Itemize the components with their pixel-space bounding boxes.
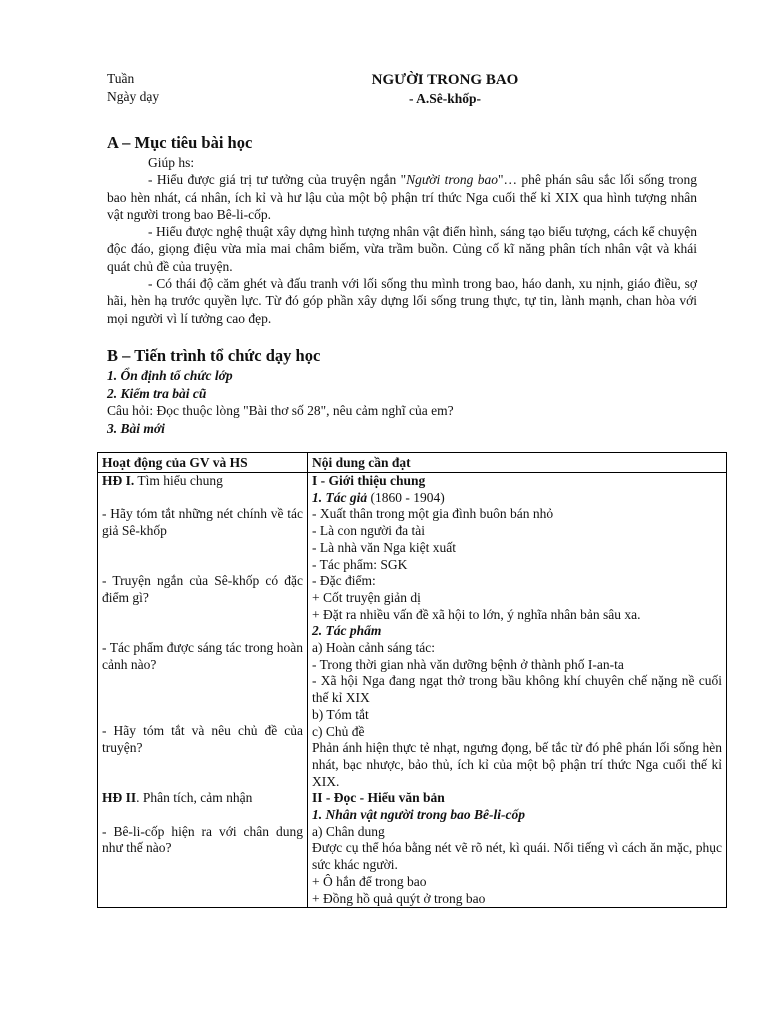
section-reading-heading: II - Đọc - Hiểu văn bản	[312, 790, 445, 806]
objective-1: - Hiểu được giá trị tư tưởng của truyện ngắn "Người trong bao"… phê phán sâu sắc lối sống trong bao hèn nhát, cá nhân, ích kỉ và hư lậu của một bộ phận trí thức Nga cuối thế kỉ XIX qua hình tượng nhân vật người trong bao Bê-li-cốp.	[107, 172, 697, 222]
section-b-heading: B – Tiến trình tổ chức dạy học	[107, 346, 321, 365]
character-heading: 1. Nhân vật người trong bao Bê-li-cốp	[312, 807, 525, 823]
step-3: 3. Bài mới	[107, 420, 165, 436]
work-fact-2: - Trong thời gian nhà văn dưỡng bệnh ở thành phố I-an-ta	[312, 656, 624, 672]
col-activities-header: Hoạt động của GV và HS	[98, 453, 308, 473]
lesson-title-block	[300, 70, 590, 107]
col-content-header: Nội dung cần đạt	[308, 453, 727, 473]
question-context: - Tác phẩm được sáng tác trong hoàn cảnh nào?	[102, 639, 303, 672]
work-fact-5: c) Chủ đề	[312, 723, 365, 739]
author-fact-4: - Tác phẩm: SGK	[312, 556, 408, 572]
character-fact-4: + Đồng hồ quả quýt ở trong bao	[312, 890, 486, 906]
author-name: - A.Sê-khốp-	[408, 91, 481, 106]
section-procedure	[107, 345, 697, 437]
author-fact-5: - Đặc điểm:	[312, 573, 376, 589]
objective-2: - Hiểu được nghệ thuật xây dựng hình tượng nhân vật điển hình, sáng tạo biểu tượng, cách kể chuyện độc đáo, giọng điệu vừa mỉa mai châm biếm, vừa trầm buồn. Củng cố kĩ năng phân tích nhân vật và khái quát chủ đề của truyện.	[107, 224, 697, 274]
author-fact-7: + Đặt ra nhiều vấn đề xã hội to lớn, ý nghĩa nhân bản sâu xa.	[312, 606, 641, 622]
section-intro-heading: I - Giới thiệu chung	[312, 473, 426, 488]
work-fact-4: b) Tóm tắt	[312, 706, 369, 722]
objectives-intro: Giúp hs:	[148, 155, 195, 170]
section-a-heading: A – Mục tiêu bài học	[107, 133, 253, 152]
author-fact-2: - Là con người đa tài	[312, 523, 426, 539]
table-row	[98, 473, 727, 908]
question-features: - Truyện ngắn của Sê-khốp có đặc điểm gì?	[102, 573, 303, 605]
review-question: Câu hỏi: Đọc thuộc lòng "Bài thơ số 28", nêu cảm nghĩ của em?	[107, 403, 454, 418]
character-fact-3: + Ô hắn để trong bao	[312, 873, 427, 889]
activity-2: HĐ II. Phân tích, cảm nhận	[102, 790, 253, 806]
character-fact-2: Được cụ thể hóa bằng nét vẽ rõ nét, kì quái. Nổi tiếng vì cách ăn mặc, phục sức khác người.	[312, 840, 722, 873]
section-objectives	[107, 132, 697, 327]
author-fact-6: + Cốt truyện giản dị	[312, 589, 421, 605]
lesson-title: NGƯỜI TRONG BAO	[371, 72, 519, 88]
activity-1: HĐ I. Tìm hiểu chung	[102, 473, 223, 488]
author-fact-3: - Là nhà văn Nga kiệt xuất	[312, 539, 456, 555]
work-fact-1: a) Hoàn cảnh sáng tác:	[312, 640, 435, 656]
header-left	[107, 70, 159, 106]
question-portrait: - Bê-li-cốp hiện ra với chân dung như thế nào?	[102, 823, 303, 856]
step-1: 1. Ổn định tổ chức lớp	[107, 368, 233, 383]
work-heading: 2. Tác phẩm	[312, 623, 382, 639]
character-fact-1: a) Chân dung	[312, 823, 385, 839]
question-summary: - Hãy tóm tắt và nêu chủ đề của truyện?	[102, 723, 303, 756]
author-heading: 1. Tác giả (1860 - 1904)	[312, 489, 445, 505]
question-author: - Hãy tóm tắt những nét chính về tác giả Sê-khốp	[102, 506, 303, 539]
step-2: 2. Kiểm tra bài cũ	[107, 385, 207, 401]
objective-3: - Có thái độ căm ghét và đấu tranh với lối sống thu mình trong bao, háo danh, xu nịnh, giáo điều, sợ hãi, hèn hạ trước quyền lực. Từ đó góp phần xây dựng lối sống trung thực, tự tin, lành mạnh, chan hòa với mọi người vì lí tưởng cao đẹp.	[107, 276, 697, 326]
work-fact-3: - Xã hội Nga đang ngạt thở trong bầu không khí chuyên chế nặng nề cuối thế kỉ XIX	[312, 673, 722, 706]
author-fact-1: - Xuất thân trong một gia đình buôn bán nhỏ	[312, 506, 554, 522]
date-label: Ngày dạy	[107, 89, 160, 104]
week-label: Tuần	[107, 71, 135, 86]
activities-cell	[98, 473, 308, 908]
lesson-table	[97, 452, 727, 908]
content-cell	[308, 473, 727, 908]
story-title-italic: Người trong bao	[406, 172, 498, 188]
table-header-row	[98, 453, 727, 473]
work-theme: Phản ánh hiện thực tẻ nhạt, ngưng đọng, bế tắc từ đó phê phán lối sống hèn nhát, bạc nhược, bảo thủ, ích kỉ của một bộ phận trí thức Nga cuối thế kỉ XIX.	[312, 740, 722, 789]
